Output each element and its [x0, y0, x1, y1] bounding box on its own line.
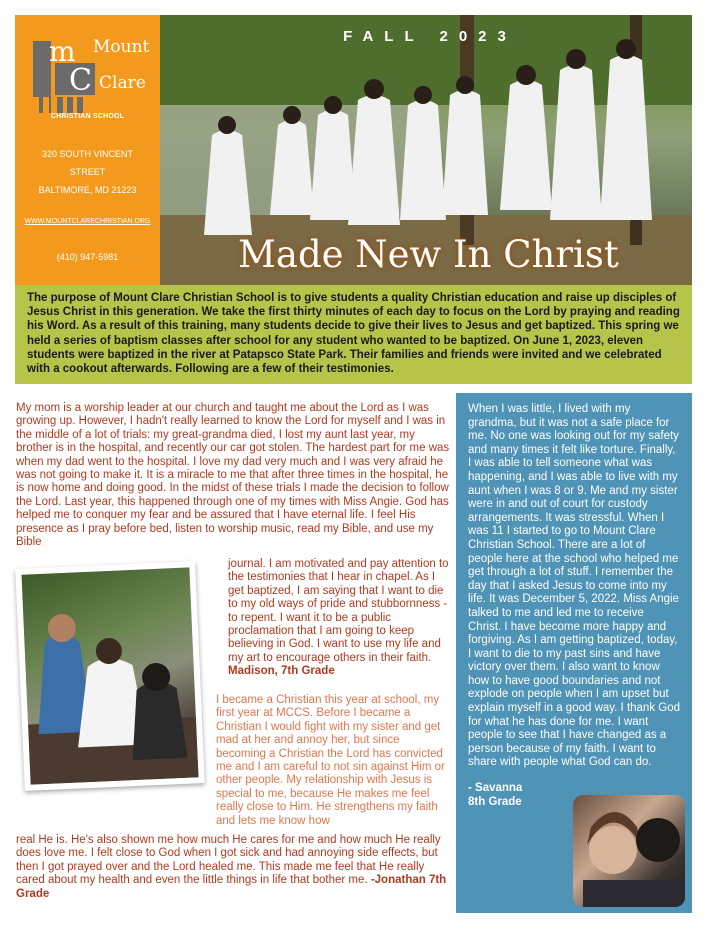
headline-title: Made New In Christ	[238, 233, 619, 276]
purpose-statement: The purpose of Mount Clare Christian School is to give students a quality Christian education and raise up disciples of Jesus Christ in this generation. We take the first thirty minutes of each day to focus on the Lord by praying and reading his Word. As a result of this training, many students decide to give their lives to Jesus and get baptized. This spring we held a series of baptism classes after school for any student who wanted to be baptized. On June 1, 2023, eleven students were baptized in the river at Patapsco State Park. Their families and friends were invited and we celebrated with a cookout afterwards. Following are a few of their testimonies.	[15, 285, 692, 384]
logo-word-clare: Clare	[99, 73, 146, 93]
madison-text-cont: journal. I am motivated and pay attention to the testimonies that I hear in chapel. As I get baptized, I am saying that I want to die to my old ways of pride and stubbornness - to repent. I want it to be a public proclamation that I am going to keep believing in God. I want to use my life and my art to encourage others in their faith.	[228, 558, 449, 664]
savanna-grade: 8th Grade	[468, 795, 522, 808]
phone-number: (410) 947-5981	[56, 252, 119, 262]
school-name: CHRISTIAN SCHOOL	[50, 113, 125, 120]
website-link[interactable]: WWW.MOUNTCLARECHRISTIAN.ORG	[24, 218, 151, 225]
jonathan-signature: -Jonathan 7th Grade	[16, 874, 447, 900]
madison-signature: Madison, 7th Grade	[228, 665, 335, 678]
address-line-3: BALTIMORE, MD 21223	[38, 185, 137, 195]
logo-c: C	[69, 63, 92, 98]
savanna-testimony-text: When I was little, I lived with my grandma, but it was not a safe place for me. No one was looking out for my safety and many times it felt like torture. Finally, I was able to tell someone what was happening, and I was able to live with my aunt when I was 8 or 9. Me and my sister were in and out of court for custody arrangements. It was stressful. When I was 11 I started to go to Mount Clare Christian School. There are a lot of people here at the school who helped me get through a lot of stuff. I remember the day that I asked Jesus to come into my life. It was December 5, 2022. Miss Angie talked to me and led me to receive Christ. I have become more happy and forgiving. As I am getting baptized, today, I want to die to my past sins and have victory over them. I also want to know how to have good boundaries and not explode on people when I am upset but explain myself in a good way. I thank God for what he has done for me. I want people to see that I have changed as a person because of my faith. I want to share with people what God can do.	[468, 403, 681, 769]
madison-testimony-part2	[228, 558, 450, 679]
jonathan-testimony-part2	[16, 834, 450, 901]
address-line-2: STREET	[69, 167, 106, 177]
river-baptism-photo	[15, 561, 205, 791]
logo-word-mount: Mount	[93, 37, 150, 57]
issue-season: FALL 2023	[343, 28, 517, 45]
logo-m: m	[49, 35, 76, 68]
jonathan-testimony-part1: I became a Christian this year at school, my first year at MCCS. Before I became a Christian I would fight with my sister and get mad at her and annoy her, but since becoming a Christian the Lord has convicted me and I am careful to not sin against Him or other people. My relationship with Jesus is special to me, because He makes me feel really close to Him. He strengthens my faith and lets me know how	[216, 694, 445, 827]
river-baptism-image	[21, 567, 198, 784]
savanna-name: - Savanna	[468, 782, 523, 795]
baptism-illustration	[21, 567, 198, 784]
savanna-photo	[573, 795, 685, 907]
school-logo	[29, 33, 149, 118]
baptism-group-photo	[160, 15, 692, 285]
jonathan-text-cont: real He is. He's also shown me how much He cares for me and how much He really does love me. I felt close to God when I got sick and had annoying side effects, but then I got prayed over and the Lord healed me. This made me feel that He really cared about my health and even the little things in life that bother me.	[16, 834, 441, 887]
address-line-1: 320 SOUTH VINCENT	[41, 149, 134, 159]
madison-testimony-part1: My mom is a worship leader at our church and taught me about the Lord as I was growing up. However, I hadn't really learned to know the Lord for myself and I was in the middle of a lot of trials: my great-grandma died, I lost my aunt last year, my brother is in the hospital, and recently our car got stolen. The hardest part for me was when my dad went to the hospital. I love my dad very much and I was very afraid he was not going to make it. It is a miracle to me that after three times in the hospital, he is now home and doing good. In the midst of these trials I made the decision to follow the Lord. Last year, this happened through one of my times with Miss Angie. God has helped me to conquer my fear and be assured that I have eternal life. I feel His presence as I pray before bed, listen to worship music, read my Bible, and use my Bible	[16, 402, 450, 549]
school-info-panel	[15, 15, 160, 285]
savanna-portrait-illustration	[573, 795, 685, 907]
